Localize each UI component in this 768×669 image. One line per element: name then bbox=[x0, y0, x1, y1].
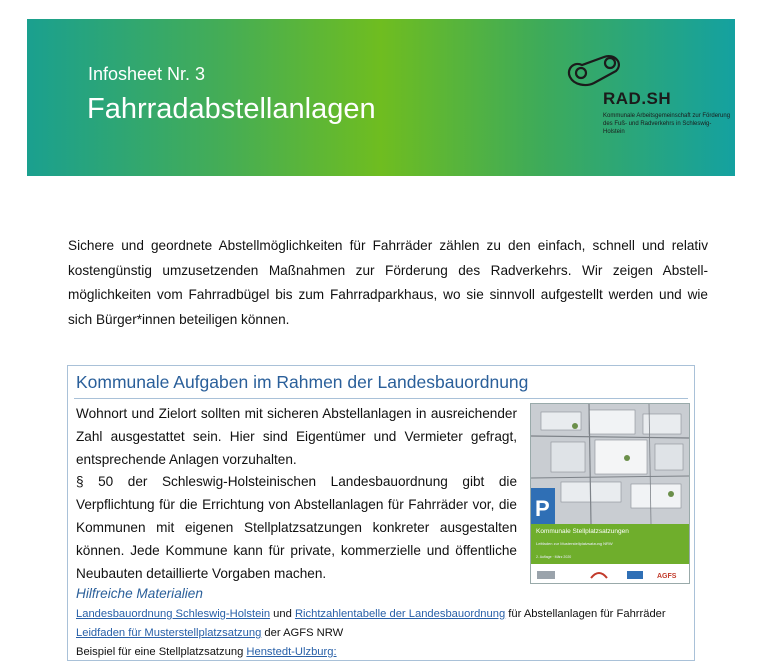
box-divider bbox=[74, 398, 688, 399]
materials-line-1-text-2: für Abstellanlagen für Fahrräder bbox=[505, 608, 666, 620]
site-plan-illustration bbox=[531, 404, 689, 524]
box-paragraph-1: Wohnort und Zielort sollten mit sicheren Abstellanlagen in ausreichender Zahl ausgestattet sein. Hier sind Eigentümer und Vermieter gefragt, entsprechende Anlagen vorzuhalten. bbox=[76, 406, 517, 467]
leitfaden-link[interactable]: Leidfaden für Musterstellplatzsatzung bbox=[76, 627, 262, 639]
page-title: Fahrradabstellanlagen bbox=[87, 93, 376, 125]
svg-text:P: P bbox=[535, 496, 550, 521]
guide-cover-image bbox=[530, 403, 690, 584]
cover-subtitle: Leitfaden zur Musterstellplatzsatzung NRW bbox=[536, 541, 613, 546]
logo-tagline: Kommunale Arbeitsgemeinschaft zur Förderung des Fuß- und Radverkehrs in Schleswig-Holstein bbox=[603, 113, 731, 135]
richtzahlentabelle-link[interactable]: Richtzahlentabelle der Landesbauordnung bbox=[294, 608, 506, 620]
landesbauordnung-link[interactable]: Landesbauordnung Schleswig-Holstein bbox=[76, 608, 271, 620]
materials-line-3 bbox=[76, 646, 337, 658]
cover-date: 2. Auflage · März 2020 bbox=[536, 555, 572, 559]
intro-paragraph: Sichere und geordnete Abstellmöglichkeiten für Fahrräder zählen zu den einfach, schnell und relativ kostengünstig umzusetzenden Maßnahmen zur Förderung des Radverkehrs. Wir zeigen Abstell-möglichkeiten vom Fahrradbügel bis zum Fahrradparkhaus, wo sie sinnvoll aufgestellt werden und wie sich Bürger*innen beteiligen können. bbox=[68, 238, 708, 327]
logo-name: RAD.SH bbox=[603, 89, 672, 108]
henstedt-ulzburg-link[interactable]: Henstedt-Ulzburg: bbox=[246, 646, 337, 658]
infosheet-number: Infosheet Nr. 3 bbox=[88, 64, 206, 84]
header-banner bbox=[27, 19, 735, 176]
materials-line-1-text-1: und bbox=[270, 608, 295, 620]
materials-heading: Hilfreiche Materialien bbox=[76, 586, 203, 601]
materials-line-1 bbox=[76, 608, 666, 620]
info-box bbox=[67, 365, 695, 661]
cover-agfs-logo: AGFS bbox=[657, 573, 677, 580]
materials-line-2 bbox=[76, 627, 343, 639]
box-paragraph-2: § 50 der Schleswig-Holsteinischen Landesbauordnung gibt die Verpflichtung für die Errichtung von Abstellanlagen für Fahrräder vor, die Kommunen mit eigenen Stellplatzsatzungen konkreter ausgestalten können. Jede Kommune kann für private, kommerzielle und öffentliche Neubauten detaillierte Vorgaben machen. bbox=[76, 474, 517, 581]
cover-title: Kommunale Stellplatzsatzungen bbox=[536, 528, 629, 535]
box-title: Kommunale Aufgaben im Rahmen der Landesbauordnung bbox=[76, 372, 529, 392]
box-body bbox=[76, 403, 517, 585]
cover-partner-logos bbox=[531, 566, 689, 584]
materials-line-3-text: Beispiel für eine Stellplatzsatzung bbox=[76, 646, 247, 658]
materials-line-2-text: der AGFS NRW bbox=[261, 627, 344, 639]
